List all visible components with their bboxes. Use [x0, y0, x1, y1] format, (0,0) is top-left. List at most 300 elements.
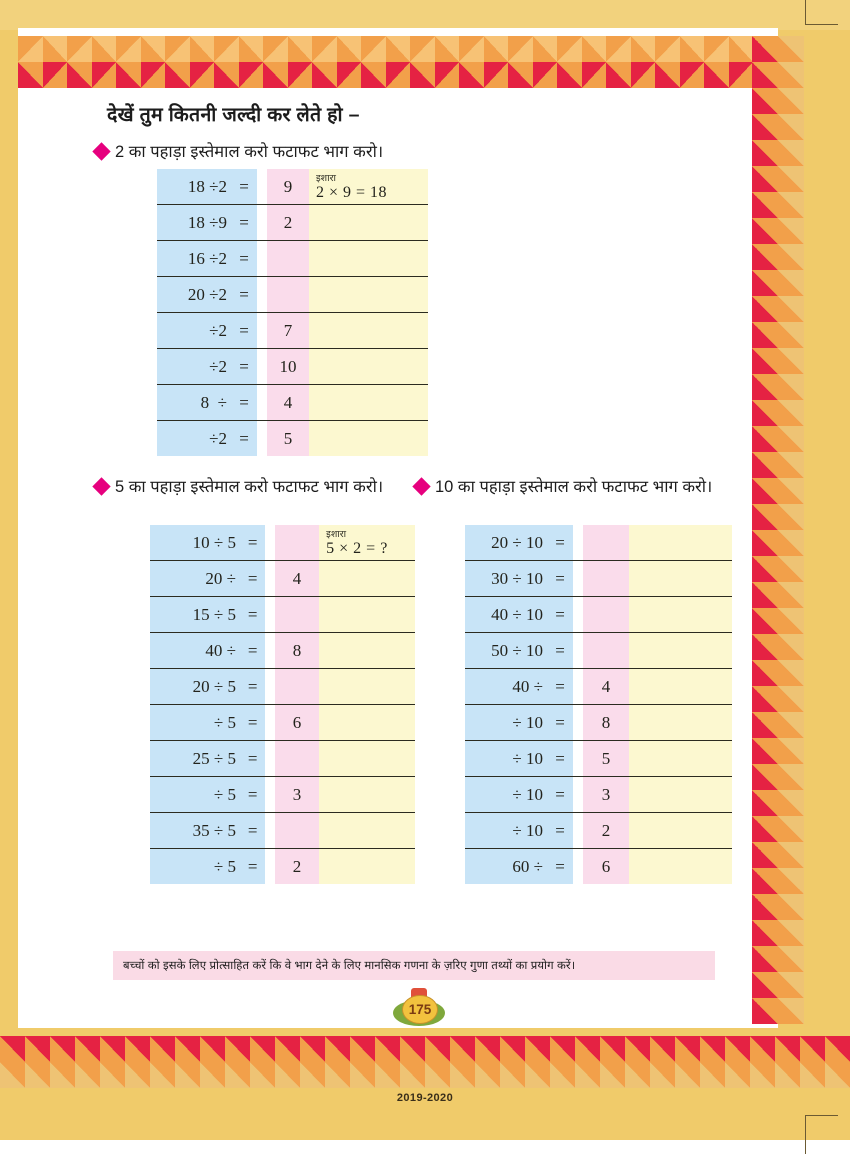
triangle-tile	[778, 426, 804, 452]
triangle-tile	[350, 1036, 375, 1062]
table-row	[157, 241, 428, 277]
hint-cell[interactable]	[319, 633, 415, 669]
triangle-tile	[778, 322, 804, 348]
triangle-tile	[386, 36, 411, 62]
triangle-tile	[752, 608, 778, 634]
equals-cell: =	[231, 313, 257, 349]
table-row	[465, 561, 732, 597]
expression-cell: 30 ÷ 10	[465, 561, 547, 597]
triangle-tile	[752, 62, 778, 88]
gap-cell	[265, 669, 275, 705]
answer-cell: 6	[583, 849, 629, 885]
triangle-tile	[582, 36, 607, 62]
table-body	[157, 169, 428, 456]
triangle-tile	[752, 998, 778, 1024]
triangle-tile	[752, 894, 778, 920]
table-body	[465, 525, 732, 884]
triangle-tile	[778, 478, 804, 504]
triangle-tile	[435, 62, 460, 88]
triangle-tile	[778, 582, 804, 608]
expression-cell[interactable]: 40 ÷	[150, 633, 240, 669]
hint-cell[interactable]	[309, 277, 428, 313]
gap-cell	[573, 777, 583, 813]
triangle-tile	[778, 712, 804, 738]
answer-cell: 7	[267, 313, 309, 349]
triangle-tile	[337, 62, 362, 88]
triangle-tile	[67, 36, 92, 62]
table-body	[150, 525, 415, 884]
triangle-tile	[214, 62, 239, 88]
triangle-tile	[263, 62, 288, 88]
diamond-bullet-icon	[92, 478, 110, 496]
table-row	[465, 633, 732, 669]
triangle-tile	[778, 192, 804, 218]
triangle-tile	[375, 1036, 400, 1062]
triangle-tile	[75, 1036, 100, 1062]
answer-cell: 8	[275, 633, 319, 669]
triangle-tile	[778, 530, 804, 556]
diamond-bullet-icon	[412, 478, 430, 496]
triangle-tile	[288, 36, 313, 62]
gap-cell	[257, 349, 267, 385]
triangle-row	[18, 62, 778, 88]
answer-cell[interactable]	[267, 277, 309, 313]
triangle-tile	[752, 712, 778, 738]
expression-cell[interactable]: ÷ 10	[465, 741, 547, 777]
border-top-orange-band	[18, 36, 778, 62]
answer-cell[interactable]	[583, 633, 629, 669]
expression-cell: 25 ÷ 5	[150, 741, 240, 777]
equals-cell: =	[240, 597, 265, 633]
triangle-tile	[288, 62, 313, 88]
answer-cell[interactable]	[275, 813, 319, 849]
answer-cell[interactable]	[583, 597, 629, 633]
triangle-tile	[435, 36, 460, 62]
equals-cell: =	[240, 741, 265, 777]
answer-cell: 5	[583, 741, 629, 777]
triangle-tile	[275, 1036, 300, 1062]
answer-cell[interactable]	[275, 741, 319, 777]
gap-cell	[573, 597, 583, 633]
expression-cell[interactable]: 40 ÷	[465, 669, 547, 705]
triangle-tile	[50, 1036, 75, 1062]
table-row	[157, 313, 428, 349]
triangle-tile	[0, 1062, 25, 1088]
hint-cell[interactable]	[629, 633, 732, 669]
expression-cell: 16 ÷2	[157, 241, 231, 277]
triangle-tile	[752, 478, 778, 504]
triangle-tile	[752, 946, 778, 972]
diamond-bullet-icon	[92, 142, 110, 160]
expression-cell[interactable]: ÷ 5	[150, 705, 240, 741]
gap-cell	[257, 277, 267, 313]
triangle-tile	[778, 660, 804, 686]
table-row	[465, 525, 732, 561]
triangle-tile	[0, 1036, 25, 1062]
triangle-tile	[165, 36, 190, 62]
table-row	[465, 669, 732, 705]
table-row	[150, 813, 415, 849]
triangle-tile	[250, 1036, 275, 1062]
section-heading-two-times	[95, 141, 735, 163]
triangle-tile	[778, 868, 804, 894]
triangle-tile	[775, 1036, 800, 1062]
hint-cell[interactable]	[319, 561, 415, 597]
triangle-tile	[778, 140, 804, 166]
crop-mark-top-right	[805, 0, 838, 25]
expression-cell[interactable]: ÷ 5	[150, 777, 240, 813]
triangle-tile	[190, 62, 215, 88]
triangle-tile	[752, 764, 778, 790]
equals-cell: =	[547, 849, 573, 885]
triangle-tile	[450, 1036, 475, 1062]
triangle-tile	[729, 62, 754, 88]
triangle-tile	[116, 62, 141, 88]
hint-cell[interactable]	[629, 741, 732, 777]
triangle-tile	[484, 62, 509, 88]
triangle-tile	[200, 1062, 225, 1088]
triangle-tile	[337, 36, 362, 62]
table-row	[150, 741, 415, 777]
triangle-tile	[50, 1062, 75, 1088]
expression-cell[interactable]: ÷ 5	[150, 849, 240, 885]
triangle-tile	[778, 400, 804, 426]
hint-equation: 2 × 9 = 18	[316, 183, 388, 201]
triangle-tile	[525, 1062, 550, 1088]
expression-cell: 18 ÷9	[157, 205, 231, 241]
table-row	[465, 849, 732, 885]
expression-cell: 15 ÷ 5	[150, 597, 240, 633]
gap-cell	[265, 561, 275, 597]
triangle-tile	[752, 426, 778, 452]
column-ten-times	[415, 476, 735, 884]
expression-cell[interactable]: ÷ 10	[465, 705, 547, 741]
triangle-tile	[778, 62, 804, 88]
expression-cell[interactable]: ÷ 10	[465, 813, 547, 849]
hint-cell[interactable]	[629, 849, 732, 885]
triangle-tile	[508, 62, 533, 88]
triangle-tile	[752, 504, 778, 530]
triangle-tile	[250, 1062, 275, 1088]
hint-cell[interactable]	[319, 741, 415, 777]
triangle-tile	[125, 1036, 150, 1062]
triangle-tile	[750, 1062, 775, 1088]
triangle-tile	[300, 1036, 325, 1062]
triangle-tile	[400, 1062, 425, 1088]
hint-cell[interactable]	[629, 705, 732, 741]
gap-cell	[257, 205, 267, 241]
equals-cell: =	[231, 169, 257, 205]
triangle-tile	[752, 920, 778, 946]
triangle-tile	[175, 1062, 200, 1088]
hint-cell[interactable]	[629, 597, 732, 633]
hint-cell[interactable]	[319, 669, 415, 705]
triangle-tile	[150, 1036, 175, 1062]
triangle-tile	[650, 1036, 675, 1062]
triangle-tile	[375, 1062, 400, 1088]
triangle-row	[18, 36, 778, 62]
triangle-tile	[582, 62, 607, 88]
hint-cell[interactable]	[319, 777, 415, 813]
triangle-tile	[600, 1036, 625, 1062]
triangle-tile	[275, 1062, 300, 1088]
expression-cell: 20 ÷ 10	[465, 525, 547, 561]
triangle-tile	[533, 62, 558, 88]
hint-cell[interactable]	[319, 525, 415, 561]
triangle-tile	[25, 1036, 50, 1062]
answer-cell: 6	[275, 705, 319, 741]
expression-cell: 20 ÷2	[157, 277, 231, 313]
equals-cell: =	[231, 421, 257, 457]
triangle-tile	[778, 920, 804, 946]
triangle-tile	[700, 1036, 725, 1062]
answer-cell[interactable]: 2	[267, 205, 309, 241]
triangle-tile	[325, 1036, 350, 1062]
triangle-tile	[778, 998, 804, 1024]
triangle-tile	[778, 36, 804, 62]
answer-cell[interactable]	[275, 525, 319, 561]
triangle-tile	[350, 1062, 375, 1088]
triangle-tile	[475, 1062, 500, 1088]
exercise-table-five-times	[150, 525, 415, 884]
hint-cell[interactable]	[629, 777, 732, 813]
triangle-tile	[675, 1036, 700, 1062]
equals-cell: =	[547, 561, 573, 597]
expression-cell[interactable]: ÷2	[157, 313, 231, 349]
expression-cell[interactable]: ÷ 10	[465, 777, 547, 813]
equals-cell: =	[547, 525, 573, 561]
triangle-tile	[75, 1062, 100, 1088]
gap-cell	[265, 705, 275, 741]
table-row	[150, 849, 415, 885]
triangle-tile	[312, 36, 337, 62]
table-row	[157, 277, 428, 313]
hint-cell[interactable]	[309, 205, 428, 241]
triangle-tile	[631, 62, 656, 88]
answer-cell: 4	[267, 385, 309, 421]
triangle-tile	[361, 36, 386, 62]
triangle-tile	[778, 452, 804, 478]
answer-cell[interactable]	[267, 241, 309, 277]
equals-cell: =	[231, 349, 257, 385]
triangle-tile	[141, 36, 166, 62]
answer-cell[interactable]	[583, 561, 629, 597]
table-row	[465, 597, 732, 633]
gap-cell	[573, 705, 583, 741]
triangle-tile	[606, 62, 631, 88]
table-row	[157, 349, 428, 385]
expression-cell: 50 ÷ 10	[465, 633, 547, 669]
triangle-tile	[116, 36, 141, 62]
triangle-row	[0, 1036, 850, 1062]
answer-cell: 3	[275, 777, 319, 813]
hint-cell[interactable]	[309, 241, 428, 277]
hint-cell[interactable]	[629, 561, 732, 597]
triangle-tile	[752, 452, 778, 478]
triangle-tile	[752, 322, 778, 348]
table-row	[150, 705, 415, 741]
triangle-tile	[214, 36, 239, 62]
answer-cell: 4	[583, 669, 629, 705]
triangle-tile	[752, 36, 778, 62]
answer-cell: 8	[583, 705, 629, 741]
equals-cell: =	[547, 777, 573, 813]
triangle-tile	[778, 88, 804, 114]
hint-cell[interactable]	[319, 813, 415, 849]
equals-cell: =	[231, 385, 257, 421]
triangle-tile	[575, 1036, 600, 1062]
expression-cell[interactable]: ÷2	[157, 421, 231, 457]
table-row	[465, 705, 732, 741]
triangle-tile	[752, 296, 778, 322]
answer-cell: 4	[275, 561, 319, 597]
triangle-tile	[425, 1062, 450, 1088]
triangle-tile	[575, 1062, 600, 1088]
table-row	[157, 421, 428, 457]
triangle-tile	[625, 1036, 650, 1062]
expression-cell[interactable]: 8 ÷	[157, 385, 231, 421]
gap-cell	[257, 385, 267, 421]
answer-cell: 3	[583, 777, 629, 813]
triangle-tile	[752, 790, 778, 816]
gap-cell	[265, 525, 275, 561]
triangle-tile	[18, 36, 43, 62]
triangle-tile	[752, 140, 778, 166]
triangle-tile	[655, 62, 680, 88]
answer-cell[interactable]	[583, 525, 629, 561]
border-bottom-red-band	[0, 1036, 850, 1062]
hint-label: इशारा	[316, 172, 336, 184]
table-row	[150, 633, 415, 669]
triangle-tile	[650, 1062, 675, 1088]
table-row	[150, 669, 415, 705]
triangle-tile	[778, 738, 804, 764]
hint-cell[interactable]	[309, 313, 428, 349]
triangle-tile	[92, 36, 117, 62]
hint-cell[interactable]	[309, 349, 428, 385]
triangle-tile	[778, 842, 804, 868]
answer-cell[interactable]	[275, 669, 319, 705]
hint-cell[interactable]	[319, 597, 415, 633]
triangle-column	[778, 36, 804, 996]
section-heading-label: 2 का पहाड़ा इस्तेमाल करो फटाफट भाग करो।	[115, 143, 384, 161]
triangle-tile	[557, 36, 582, 62]
table-row	[465, 813, 732, 849]
triangle-tile	[400, 1036, 425, 1062]
triangle-tile	[361, 62, 386, 88]
triangle-tile	[752, 582, 778, 608]
triangle-tile	[704, 36, 729, 62]
triangle-tile	[100, 1062, 125, 1088]
triangle-tile	[778, 218, 804, 244]
triangle-tile	[825, 1062, 850, 1088]
triangle-tile	[778, 946, 804, 972]
triangle-tile	[825, 1036, 850, 1062]
equals-cell: =	[547, 813, 573, 849]
triangle-tile	[778, 972, 804, 998]
equals-cell: =	[240, 813, 265, 849]
triangle-tile	[800, 1036, 825, 1062]
hint-cell[interactable]	[309, 421, 428, 457]
expression-cell: 10 ÷ 5	[150, 525, 240, 561]
triangle-tile	[778, 764, 804, 790]
table-row	[465, 741, 732, 777]
triangle-column	[752, 36, 778, 996]
answer-cell: 5	[267, 421, 309, 457]
triangle-tile	[225, 1036, 250, 1062]
hint-label: इशारा	[326, 528, 347, 540]
expression-cell: 40 ÷ 10	[465, 597, 547, 633]
equals-cell: =	[240, 561, 265, 597]
triangle-tile	[752, 972, 778, 998]
triangle-tile	[752, 348, 778, 374]
gap-cell	[573, 741, 583, 777]
teacher-note: बच्चों को इसके लिए प्रोत्साहित करें कि वे भाग देने के लिए मानसिक गणना के ज़रिए गुणा तथ्यों का प्रयोग करें।	[113, 951, 715, 980]
triangle-tile	[775, 1062, 800, 1088]
triangle-tile	[43, 62, 68, 88]
expression-cell[interactable]: ÷2	[157, 349, 231, 385]
triangle-tile	[729, 36, 754, 62]
table-row	[157, 205, 428, 241]
triangle-tile	[704, 62, 729, 88]
triangle-tile	[750, 1036, 775, 1062]
triangle-tile	[557, 62, 582, 88]
expression-cell[interactable]: 20 ÷	[150, 561, 240, 597]
hint-cell[interactable]	[309, 385, 428, 421]
gap-cell	[257, 421, 267, 457]
triangle-tile	[778, 816, 804, 842]
expression-cell[interactable]: 60 ÷	[465, 849, 547, 885]
border-bottom-orange-band	[0, 1062, 850, 1088]
triangle-tile	[92, 62, 117, 88]
triangle-tile	[550, 1062, 575, 1088]
section-heading-label: 5 का पहाड़ा इस्तेमाल करो फटाफट भाग करो।	[115, 478, 384, 497]
triangle-tile	[680, 36, 705, 62]
hint-cell[interactable]	[629, 813, 732, 849]
table-row	[150, 525, 415, 561]
two-column-exercise-area	[95, 476, 735, 884]
answer-cell: 2	[275, 849, 319, 885]
gap-cell	[573, 669, 583, 705]
triangle-tile	[459, 36, 484, 62]
hint-cell[interactable]	[319, 849, 415, 885]
table-row	[157, 385, 428, 421]
triangle-tile	[725, 1036, 750, 1062]
triangle-tile	[200, 1036, 225, 1062]
answer-cell[interactable]	[275, 597, 319, 633]
gap-cell	[573, 849, 583, 885]
hint-cell[interactable]	[309, 169, 428, 205]
table-row	[150, 777, 415, 813]
triangle-tile	[312, 62, 337, 88]
triangle-tile	[500, 1062, 525, 1088]
triangle-tile	[475, 1036, 500, 1062]
triangle-tile	[190, 36, 215, 62]
gap-cell	[573, 633, 583, 669]
hint-cell[interactable]	[629, 525, 732, 561]
triangle-tile	[752, 634, 778, 660]
triangle-tile	[700, 1062, 725, 1088]
page-title: देखें तुम कितनी जल्दी कर लेते हो –	[107, 104, 360, 126]
hint-cell[interactable]	[319, 705, 415, 741]
triangle-tile	[778, 374, 804, 400]
hint-cell[interactable]	[629, 669, 732, 705]
triangle-tile	[386, 62, 411, 88]
gap-cell	[257, 169, 267, 205]
border-right-orange-band	[778, 36, 804, 996]
answer-cell[interactable]: 9	[267, 169, 309, 205]
triangle-tile	[18, 62, 43, 88]
